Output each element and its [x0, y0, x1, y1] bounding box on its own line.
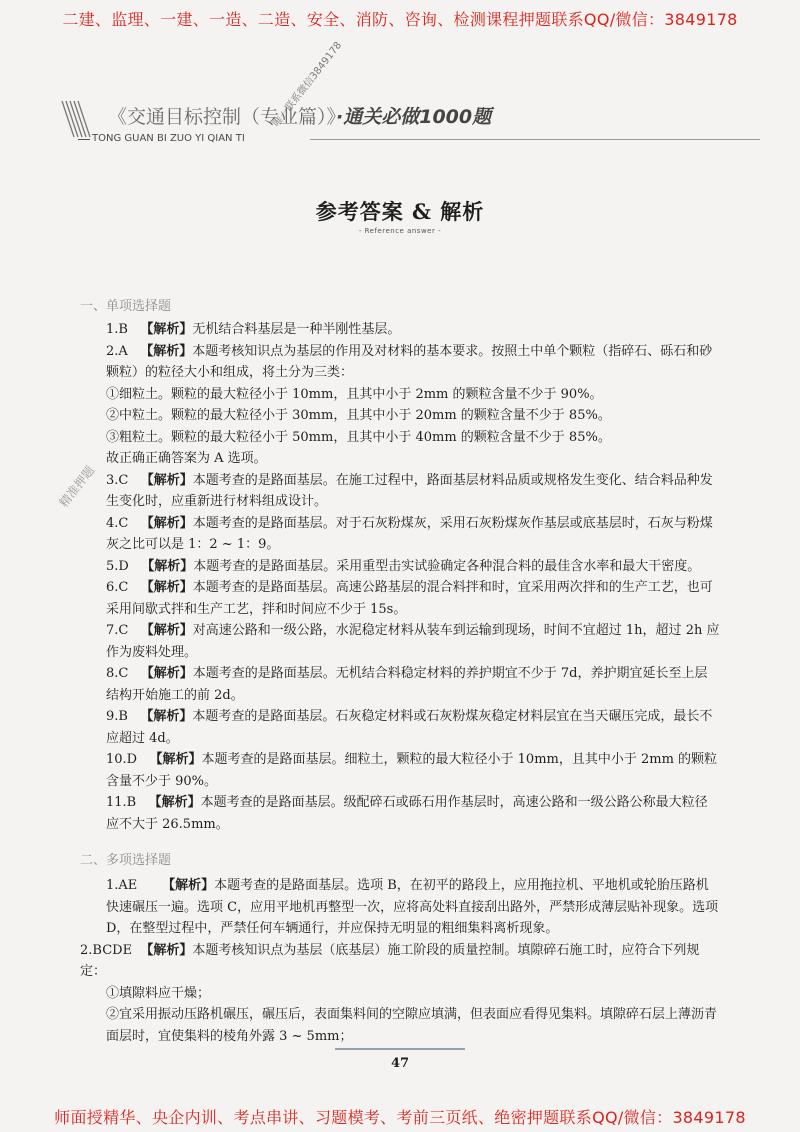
- analysis-tag: 【解析】: [149, 752, 202, 767]
- analysis-tag: 【解析】: [140, 343, 193, 359]
- answer-number: 3.C: [106, 472, 129, 488]
- answer-text: 本题考核知识点为基层的作用及对材料的基本要求。按照土中单个颗粒（指碎石、砾石和砂颗粒）的粒径大小和组成，将土分为三类：: [106, 343, 713, 380]
- answer-item: [80, 513, 720, 556]
- running-header: [60, 92, 760, 152]
- section-heading-single-choice: 一、单项选择题: [80, 299, 172, 314]
- answer-item: [80, 875, 720, 940]
- analysis-tag: 【解析】: [140, 322, 193, 337]
- answer-number: 2.A: [106, 343, 128, 359]
- answer-number: 9.B: [106, 709, 128, 724]
- answer-subitem: ②宜采用振动压路机碾压，碾压后，表面集料间的空隙应填满，但表面应看得见集料。填隙碎石层上薄沥青面层时，宜使集料的棱角外露 3 ~ 5mm；: [106, 1007, 718, 1044]
- answer-text: 本题考查的是路面基层。级配碎石或砾石用作基层时，高速公路和一级公路公称最大粒径应不大于 26.5mm。: [106, 795, 708, 832]
- page-title: 参考答案 & 解析: [315, 199, 485, 224]
- analysis-tag: 【解析】: [140, 515, 193, 531]
- book-title-pinyin: TONG GUAN BI ZUO YI QIAN TI: [92, 133, 245, 144]
- answer-text: 对高速公路和一级公路，水泥稳定材料从装车到运输到现场，时间不宜超过 1h，超过 2h 应作为废料处理。: [106, 623, 720, 660]
- analysis-tag: 【解析】: [140, 942, 193, 958]
- answer-text: 本题考查的是路面基层。选项 B，在初平的路段上，应用拖拉机、平地机或轮胎压路机快速碾压一遍。选项 C，应用平地机再整型一次，应将高处料直接刮出路外，严禁形成薄层贴补现象。选项 D，在整型过程中，严禁任何车辆通行，并应保持无明显的粗细集料离析现象。: [106, 878, 719, 936]
- answer-item: [80, 319, 720, 341]
- analysis-tag: 【解析】: [141, 558, 194, 574]
- analysis-tag: 【解析】: [140, 580, 193, 595]
- answer-item: [80, 470, 720, 513]
- diagonal-watermark: 唯一联系微信3849178: [271, 40, 345, 130]
- answer-item: [80, 940, 720, 983]
- answer-text: 本题考查的是路面基层。高速公路基层的混合料拌和时，宜采用两次拌和的生产工艺，也可采用间歇式拌和生产工艺，拌和时间应不少于 15s。: [106, 580, 713, 617]
- book-title-suffix: ·通关必做1000题: [336, 106, 492, 128]
- answer-number: 6.C: [106, 580, 129, 595]
- answer-item: [80, 620, 720, 663]
- answer-number: 1.AE: [106, 878, 138, 893]
- answer-text: 本题考查的是路面基层。石灰稳定材料或石灰粉煤灰稳定材料层宜在当天碾压完成，最长不应超过 4d。: [106, 709, 713, 746]
- answer-text: 本题考查的是路面基层。对于石灰粉煤灰，采用石灰粉煤灰作基层或底基层时，石灰与粉煤灰之比可以是 1：2 ~ 1：9。: [106, 515, 713, 552]
- answer-number: 5.D: [106, 558, 129, 574]
- side-watermark: 精准押题: [56, 463, 98, 510]
- answer-number: 4.C: [106, 515, 129, 531]
- answer-number: 11.B: [106, 795, 137, 810]
- answer-text: 本题考查的是路面基层。采用重型击实试验确定各种混合料的最佳含水率和最大干密度。: [193, 558, 701, 574]
- analysis-tag: 【解析】: [162, 878, 215, 893]
- answer-text: 本题考查的是路面基层。在施工过程中，路面基层材料品质或规格发生变化、结合料品种发生变化时，应重新进行材料组成设计。: [106, 472, 713, 509]
- page-number: 47: [390, 1056, 410, 1071]
- promo-banner-bottom: 师面授精华、央企内训、考点串讲、习题模考、考前三页纸、绝密押题联系QQ/微信：3849178: [54, 1108, 746, 1127]
- answer-text: 本题考查的是路面基层。无机结合料稳定材料的养护期宜不少于 7d，养护期宜延长至上层结构开始施工的前 2d。: [106, 666, 708, 703]
- answer-text: 本题考查的是路面基层。细粒土，颗粒的最大粒径小于 10mm，且其中小于 2mm 的颗粒含量不少于 90%。: [106, 752, 718, 789]
- single-choice-answers: [80, 319, 720, 835]
- answer-text: 无机结合料基层是一种半刚性基层。: [192, 322, 401, 337]
- answer-number: 1.B: [106, 322, 128, 337]
- answer-item: [80, 577, 720, 620]
- answer-number: 2.BCDE: [80, 942, 133, 958]
- answer-item: [80, 749, 720, 792]
- analysis-tag: 【解析】: [140, 623, 193, 638]
- answer-item: [80, 556, 720, 578]
- answer-number: 8.C: [106, 666, 129, 681]
- answer-item: [80, 792, 720, 835]
- section-heading-multiple-choice: 二、多项选择题: [80, 853, 172, 868]
- answer-number: 10.D: [106, 752, 138, 767]
- book-title: [108, 102, 491, 129]
- book-title-main: 《交通目标控制（专业篇）》: [108, 106, 337, 128]
- answer-item: [80, 706, 720, 749]
- answer-subitem: 故正确正确答案为 A 选项。: [106, 451, 267, 466]
- answer-number: 7.C: [106, 623, 129, 638]
- page-subtitle: - Reference answer -: [358, 227, 442, 235]
- footer-rule: [335, 1048, 465, 1050]
- analysis-tag: 【解析】: [140, 709, 193, 724]
- answer-text: 本题考核知识点为基层（底基层）施工阶段的质量控制。填隙碎石施工时，应符合下列规定：: [80, 942, 700, 979]
- analysis-tag: 【解析】: [148, 795, 201, 810]
- analysis-tag: 【解析】: [140, 666, 193, 681]
- analysis-tag: 【解析】: [140, 472, 193, 488]
- answer-subitem: ①填隙料应干燥；: [106, 985, 211, 1001]
- header-rule-short: [78, 139, 90, 140]
- answer-subitem: ①细粒土。颗粒的最大粒径小于 10mm，且其中小于 2mm 的颗粒含量不少于 90%。: [106, 386, 603, 402]
- answer-item: [80, 341, 720, 384]
- multiple-choice-answers: [80, 875, 720, 1047]
- answer-subitem: ③粗粒土。颗粒的最大粒径小于 50mm，且其中小于 40mm 的颗粒含量不少于 85%。: [106, 429, 611, 445]
- answer-subitem: ②中粒土。颗粒的最大粒径小于 30mm，且其中小于 20mm 的颗粒含量不少于 85%。: [106, 408, 611, 423]
- answer-item: [80, 663, 720, 706]
- promo-banner-top: 二建、监理、一建、一造、二造、安全、消防、咨询、检测课程押题联系QQ/微信：3849178: [62, 10, 738, 29]
- header-rule: [310, 139, 760, 140]
